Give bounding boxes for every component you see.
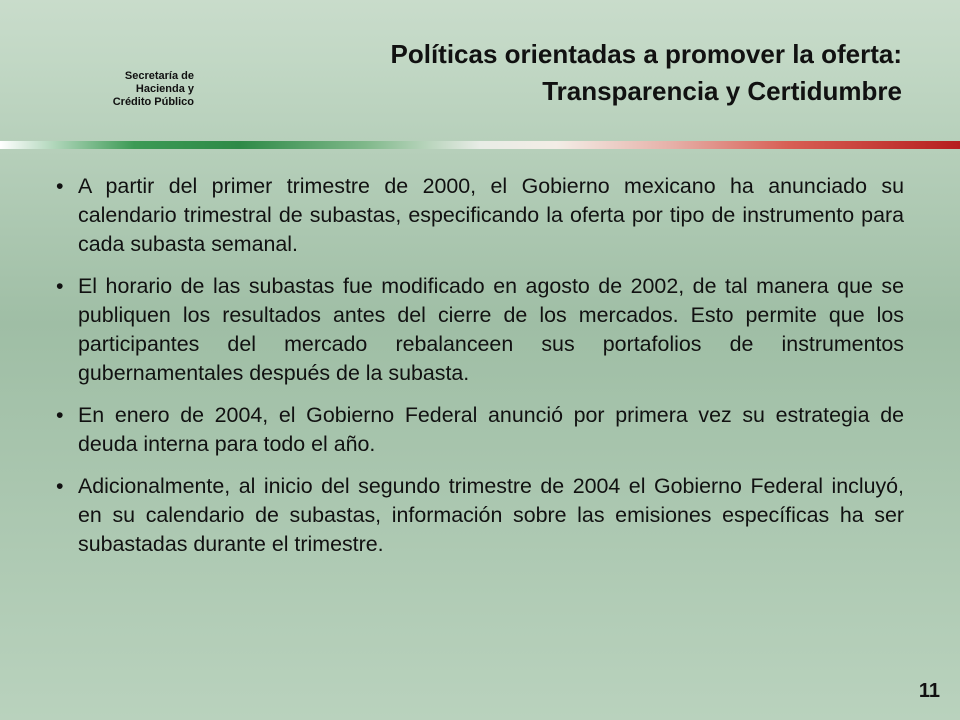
agency-line: Crédito Público bbox=[112, 96, 194, 108]
bullet-dot: • bbox=[56, 174, 64, 198]
agency-line: Hacienda y bbox=[135, 83, 194, 95]
bullet-item bbox=[56, 401, 904, 459]
slide-title bbox=[202, 36, 902, 110]
tricolor-divider bbox=[0, 141, 960, 149]
bullet-item bbox=[56, 472, 904, 559]
bullet-dot: • bbox=[56, 474, 64, 498]
bullet-dot: • bbox=[56, 403, 64, 427]
bullet-list bbox=[56, 172, 904, 572]
bullet-item bbox=[56, 272, 904, 388]
bullet-text: A partir del primer trimestre de 2000, el Gobierno mexicano ha anunciado su calendario trimestral de subastas, especificando la oferta por tipo de instrumento para cada subasta semanal. bbox=[78, 174, 904, 256]
bullet-text: Adicionalmente, al inicio del segundo trimestre de 2004 el Gobierno Federal incluyó, en su calendario de subastas, información sobre las emisiones específicas ha ser subastadas durante el trimestre. bbox=[78, 474, 904, 556]
agency-name bbox=[92, 70, 194, 109]
bullet-dot: • bbox=[56, 274, 64, 298]
agency-line: Secretaría de bbox=[124, 70, 194, 82]
bullet-text: En enero de 2004, el Gobierno Federal anunció por primera vez su estrategia de deuda interna para todo el año. bbox=[78, 403, 904, 456]
title-line: Políticas orientadas a promover la oferta: bbox=[390, 39, 902, 69]
bullet-item bbox=[56, 172, 904, 259]
bullet-text: El horario de las subastas fue modificado en agosto de 2002, de tal manera que se publiquen los resultados antes del cierre de los mercados. Esto permite que los participantes del mercado rebalanceen sus portafolios de instrumentos gubernamentales después de la subasta. bbox=[78, 274, 904, 385]
page-number: 11 bbox=[918, 680, 940, 702]
title-line: Transparencia y Certidumbre bbox=[542, 76, 902, 106]
